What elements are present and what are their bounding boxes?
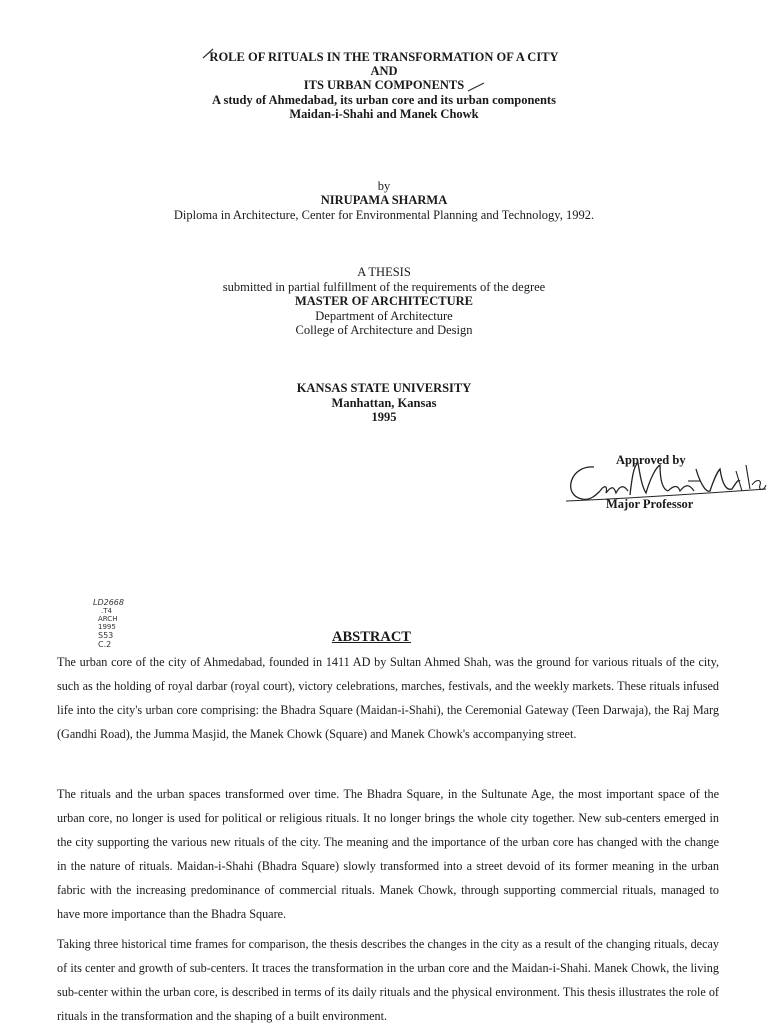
subtitle-line-2: Maidan-i-Shahi and Manek Chowk bbox=[289, 107, 479, 121]
title-line-3: ITS URBAN COMPONENTS bbox=[303, 78, 465, 92]
thesis-year: 1995 bbox=[371, 410, 397, 424]
thesis-label: A THESIS bbox=[357, 265, 411, 279]
author-credential: Diploma in Architecture, Center for Environmental Planning and Technology, 1992. bbox=[173, 208, 595, 222]
subtitle-line-1: A study of Ahmedabad, its urban core and its urban components bbox=[212, 93, 556, 107]
svg-text:C.2: C.2 bbox=[98, 640, 112, 649]
library-call-number bbox=[92, 596, 138, 650]
abstract-paragraph-2: The rituals and the urban spaces transformed over time. The Bhadra Square, in the Sultunate Age, the most important space of the urban core, no longer is used for political or religious rituals. It no longer brings the whole city together. New sub-centers emerged in the city supporting the various new rituals of the city. The meaning and the importance of the urban core has changed with the change in the nature of rituals. Maidan-i-Shahi (Bhadra Square) slowly transformed into a street devoid of its former meaning in the urban fabric with the increasing predominance of commercial rituals. Manek Chowk, through supporting commercial rituals, managed to have more importance than the Bhadra Square. bbox=[57, 787, 719, 921]
abstract-heading: ABSTRACT bbox=[332, 629, 411, 645]
call-number-handwriting bbox=[92, 596, 138, 650]
svg-text:ARCH: ARCH bbox=[98, 615, 118, 623]
title-line-2: AND bbox=[370, 64, 398, 78]
svg-text:1995: 1995 bbox=[98, 623, 116, 631]
svg-text:.T4: .T4 bbox=[101, 607, 112, 615]
abstract-paragraph-3: Taking three historical time frames for comparison, the thesis describes the changes in the city as a result of the changing rituals, decay of its center and growth of sub-centers. It traces the transformation in the urban core and the Maidan-i-Shahi. Manek Chowk, the living sub-center within the urban core, is described in terms of its daily rituals and the physical environment. This thesis illustrates the role of rituals in the transformation and the shaping of a built environment. bbox=[57, 937, 719, 1023]
by-label: by bbox=[377, 179, 391, 193]
submitted-line: submitted in partial fulfillment of the requirements of the degree bbox=[222, 280, 546, 294]
college-name: College of Architecture and Design bbox=[295, 323, 473, 337]
degree-name: MASTER OF ARCHITECTURE bbox=[294, 294, 474, 308]
university-location: Manhattan, Kansas bbox=[331, 396, 437, 410]
author-name: NIRUPAMA SHARMA bbox=[320, 193, 448, 207]
university-name: KANSAS STATE UNIVERSITY bbox=[296, 381, 472, 395]
major-professor-label: Major Professor bbox=[606, 497, 694, 511]
svg-text:LD2668: LD2668 bbox=[93, 598, 124, 607]
approved-by-label: Approved by bbox=[616, 453, 686, 467]
department-name: Department of Architecture bbox=[315, 309, 453, 323]
title-line-1: ROLE OF RITUALS IN THE TRANSFORMATION OF A CITY bbox=[209, 50, 559, 64]
abstract-paragraph-1: The urban core of the city of Ahmedabad, founded in 1411 AD by Sultan Ahmed Shah, was the ground for various rituals of the city, such as the holding of royal darbar (royal court), victory celebrations, marches, festivals, and the weekly markets. These rituals infused life into the city's urban core comprising: the Bhadra Square (Maidan-i-Shahi), the Ceremonial Gateway (Teen Darwaja), the Raj Marg (Gandhi Road), the Jumma Masjid, the Manek Chowk (Square) and Manek Chowk's accompanying street. bbox=[57, 655, 719, 741]
svg-text:S53: S53 bbox=[98, 631, 114, 640]
